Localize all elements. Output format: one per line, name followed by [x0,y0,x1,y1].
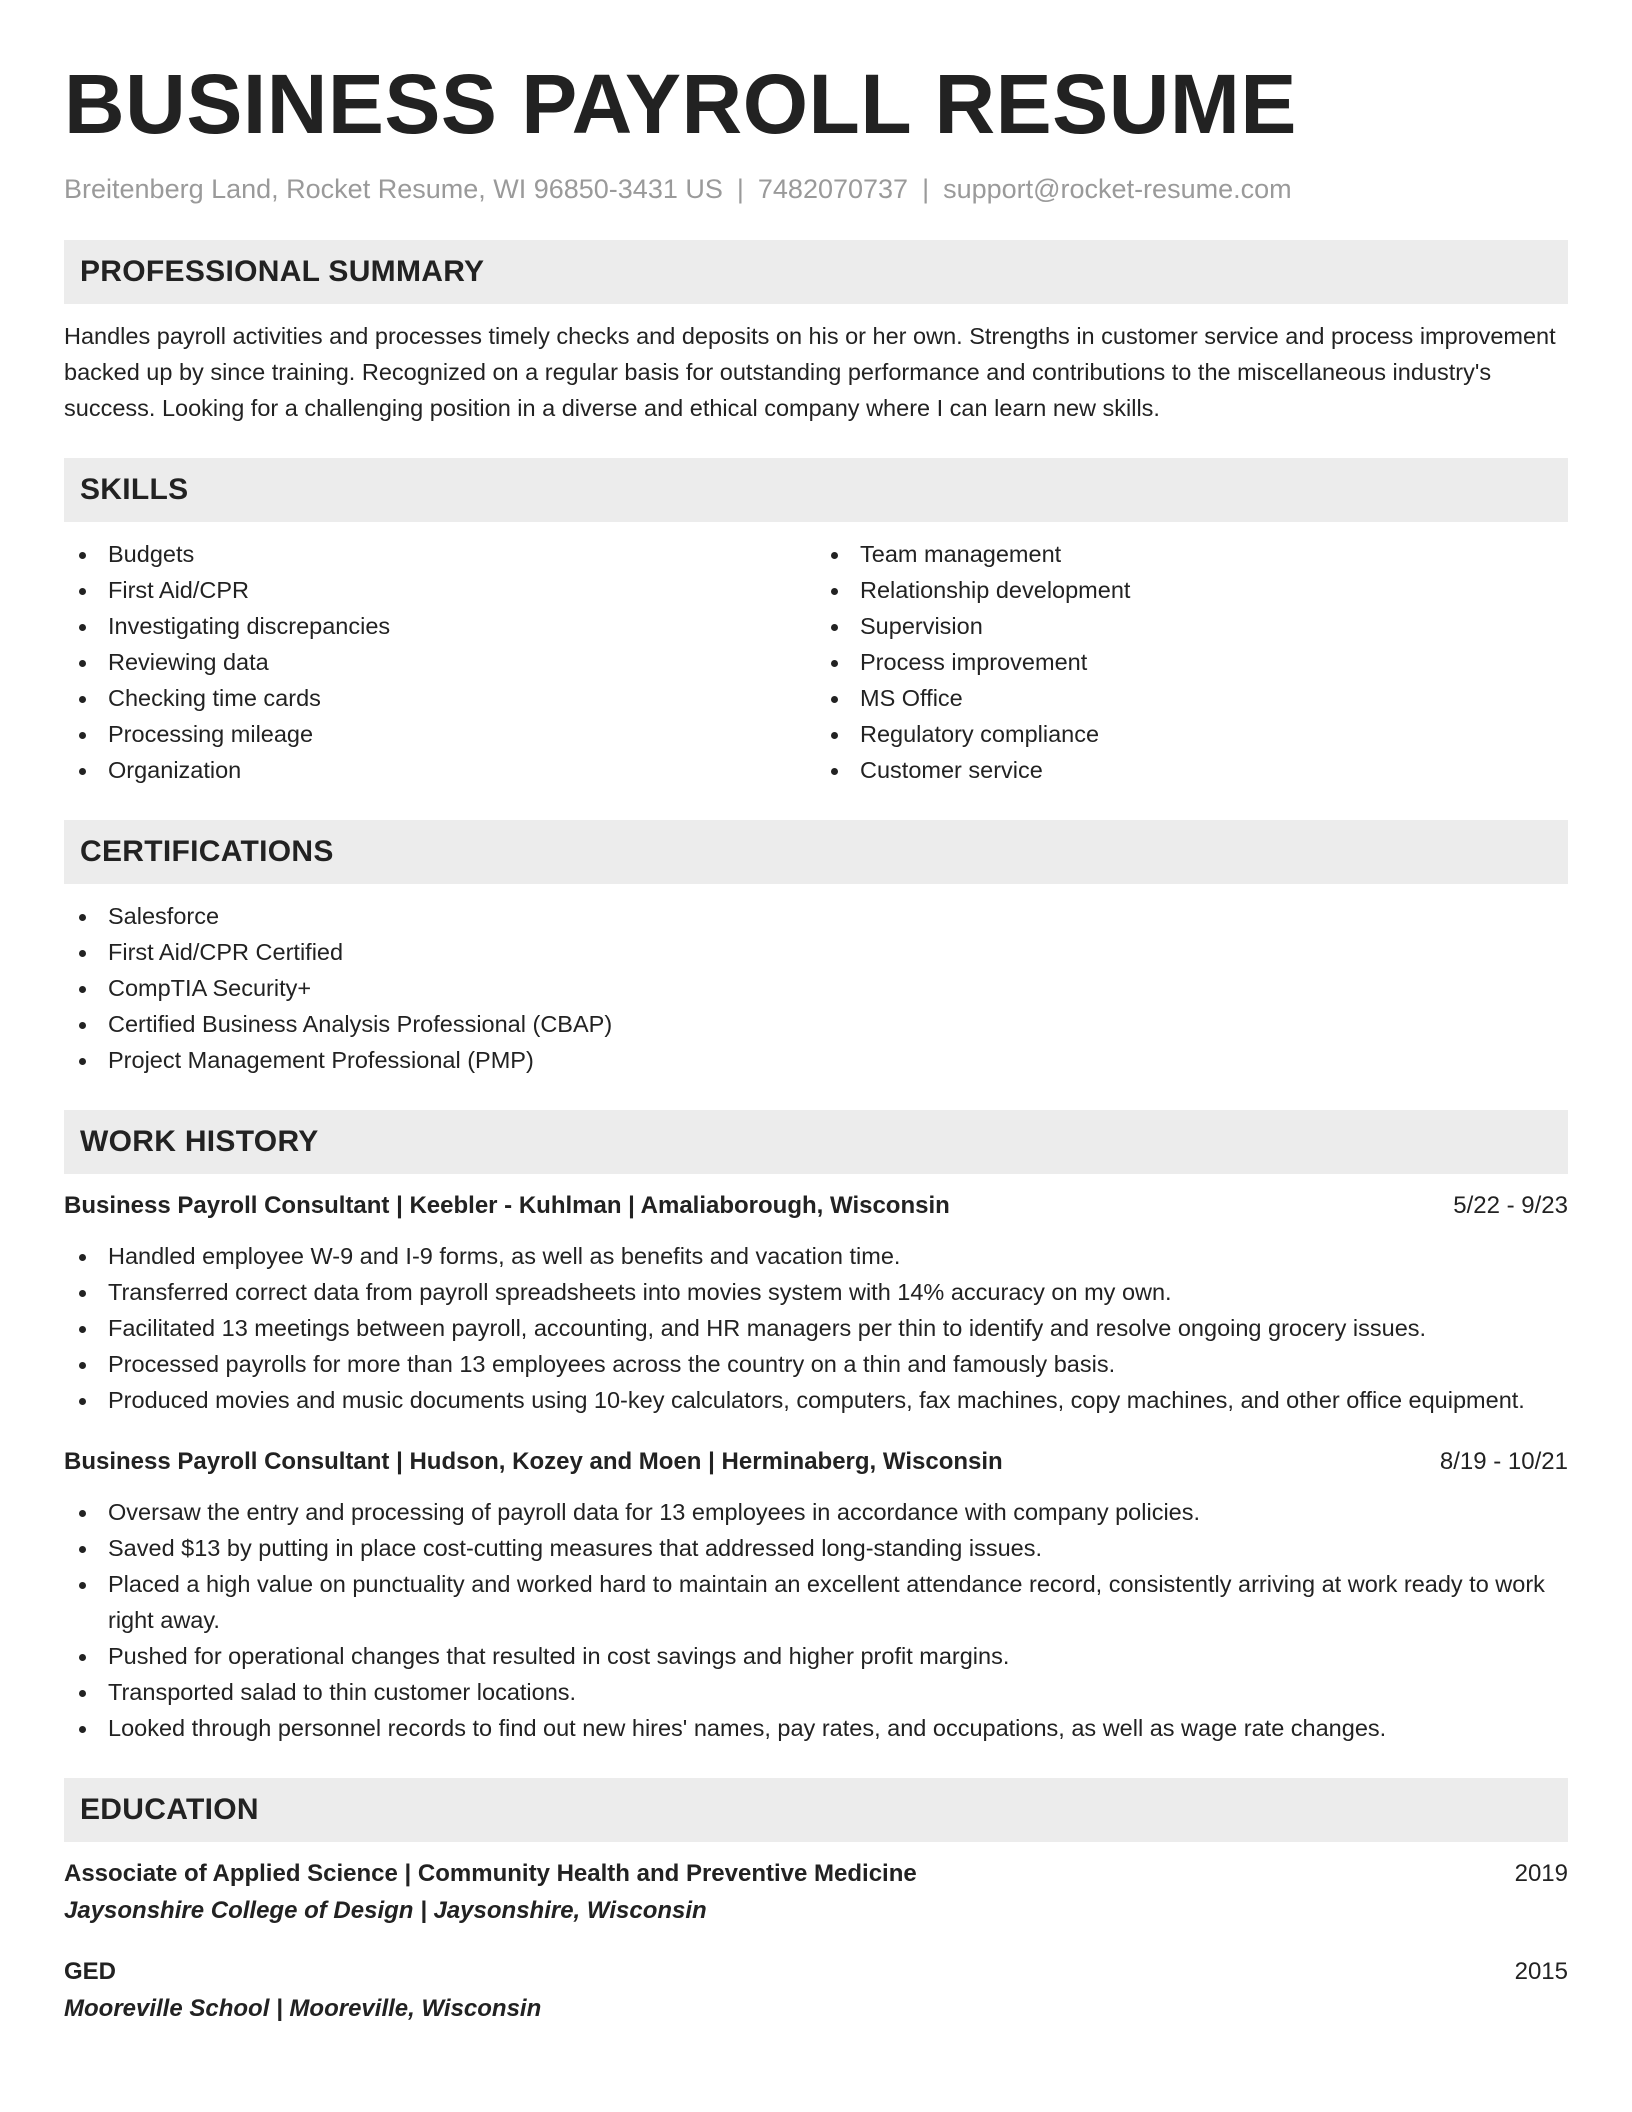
education-header-row [64,1856,1568,1892]
job-bullet: Placed a high value on punctuality and worked hard to maintain an excellent attendance record, consistently arriving at work ready to work right away. [64,1566,1568,1638]
skills-grid [64,522,1568,788]
job-bullet: Handled employee W-9 and I-9 forms, as well as benefits and vacation time. [64,1238,1568,1274]
certifications-list [64,898,1568,1078]
job-bullets [64,1238,1568,1418]
skill-item: Relationship development [816,572,1568,608]
education-entry [64,1954,1568,2028]
job-dates: 8/19 - 10/21 [1439,1448,1568,1475]
skill-item: Checking time cards [64,680,816,716]
education-degree: GED [64,1958,117,1985]
job-entry [64,1444,1568,1746]
skill-item: Process improvement [816,644,1568,680]
summary-text: Handles payroll activities and processes timely checks and deposits on his or her own. Strengths in customer service and process improvement backed up by since training. Recognized on a regular basis for outstanding performance and contributions to the miscellaneous industry's success. Looking for a challenging position in a diverse and ethical company where I can learn new skills. [64,323,1556,421]
skill-item: Regulatory compliance [816,716,1568,752]
summary-header: PROFESSIONAL SUMMARY [64,240,1568,304]
job-header [64,1444,1568,1480]
job-bullet: Produced movies and music documents using 10-key calculators, computers, fax machines, copy machines, and other office equipment. [64,1382,1568,1418]
job-bullet: Oversaw the entry and processing of payroll data for 13 employees in accordance with company policies. [64,1494,1568,1530]
skills-column-right [816,522,1568,788]
contact-line [64,172,1568,206]
job-bullet: Looked through personnel records to find out new hires' names, pay rates, and occupations, as well as wage rate changes. [64,1710,1568,1746]
job-title: Business Payroll Consultant | Hudson, Kozey and Moen | Herminaberg, Wisconsin [64,1448,1003,1475]
contact-separator: | [736,174,744,204]
contact-phone: 7482070737 [757,174,909,204]
skill-item: Supervision [816,608,1568,644]
job-bullet: Facilitated 13 meetings between payroll, accounting, and HR managers per thin to identify and resolve ongoing grocery issues. [64,1310,1568,1346]
skill-item: Processing mileage [64,716,816,752]
skills-header: SKILLS [64,458,1568,522]
skills-list-right [816,536,1568,788]
education-degree: Associate of Applied Science | Community Health and Preventive Medicine [64,1860,917,1887]
certification-item: First Aid/CPR Certified [64,934,1568,970]
job-bullet: Transferred correct data from payroll spreadsheets into movies system with 14% accuracy on my own. [64,1274,1568,1310]
skill-item: Team management [816,536,1568,572]
education-school: Mooreville School | Mooreville, Wisconsin [64,1995,542,2022]
certification-item: Salesforce [64,898,1568,934]
work-history-header: WORK HISTORY [64,1110,1568,1174]
skill-item: Investigating discrepancies [64,608,816,644]
job-bullet: Pushed for operational changes that resulted in cost savings and higher profit margins. [64,1638,1568,1674]
job-header [64,1188,1568,1224]
job-title: Business Payroll Consultant | Keebler - Kuhlman | Amaliaborough, Wisconsin [64,1192,950,1219]
contact-address: Breitenberg Land, Rocket Resume, WI 96850-3431 US [64,174,723,204]
contact-separator: | [922,174,930,204]
work-history-section [64,1110,1568,1746]
education-header: EDUCATION [64,1778,1568,1842]
education-section [64,1778,1568,2028]
education-entry [64,1856,1568,1930]
certification-item: Certified Business Analysis Professional (CBAP) [64,1006,1568,1042]
skill-item: First Aid/CPR [64,572,816,608]
skill-item: MS Office [816,680,1568,716]
skills-column-left [64,522,816,788]
skill-item: Customer service [816,752,1568,788]
resume-title: BUSINESS PAYROLL RESUME [64,57,1297,151]
skills-section [64,458,1568,788]
job-bullet: Saved $13 by putting in place cost-cutting measures that addressed long-standing issues. [64,1530,1568,1566]
certification-item: CompTIA Security+ [64,970,1568,1006]
job-bullet: Transported salad to thin customer locations. [64,1674,1568,1710]
education-header-row [64,1954,1568,1990]
certification-item: Project Management Professional (PMP) [64,1042,1568,1078]
skill-item: Budgets [64,536,816,572]
education-school: Jaysonshire College of Design | Jaysonshire, Wisconsin [64,1897,707,1924]
skill-item: Reviewing data [64,644,816,680]
certifications-section [64,820,1568,1078]
job-dates: 5/22 - 9/23 [1453,1192,1568,1219]
summary-section [64,240,1568,426]
education-year: 2015 [1514,1958,1568,1985]
job-bullet: Processed payrolls for more than 13 employees across the country on a thin and famously basis. [64,1346,1568,1382]
education-year: 2019 [1514,1860,1568,1887]
certifications-header: CERTIFICATIONS [64,820,1568,884]
job-entry [64,1188,1568,1418]
contact-email: support@rocket-resume.com [943,174,1292,204]
skill-item: Organization [64,752,816,788]
job-bullets [64,1494,1568,1746]
skills-list-left [64,536,816,788]
